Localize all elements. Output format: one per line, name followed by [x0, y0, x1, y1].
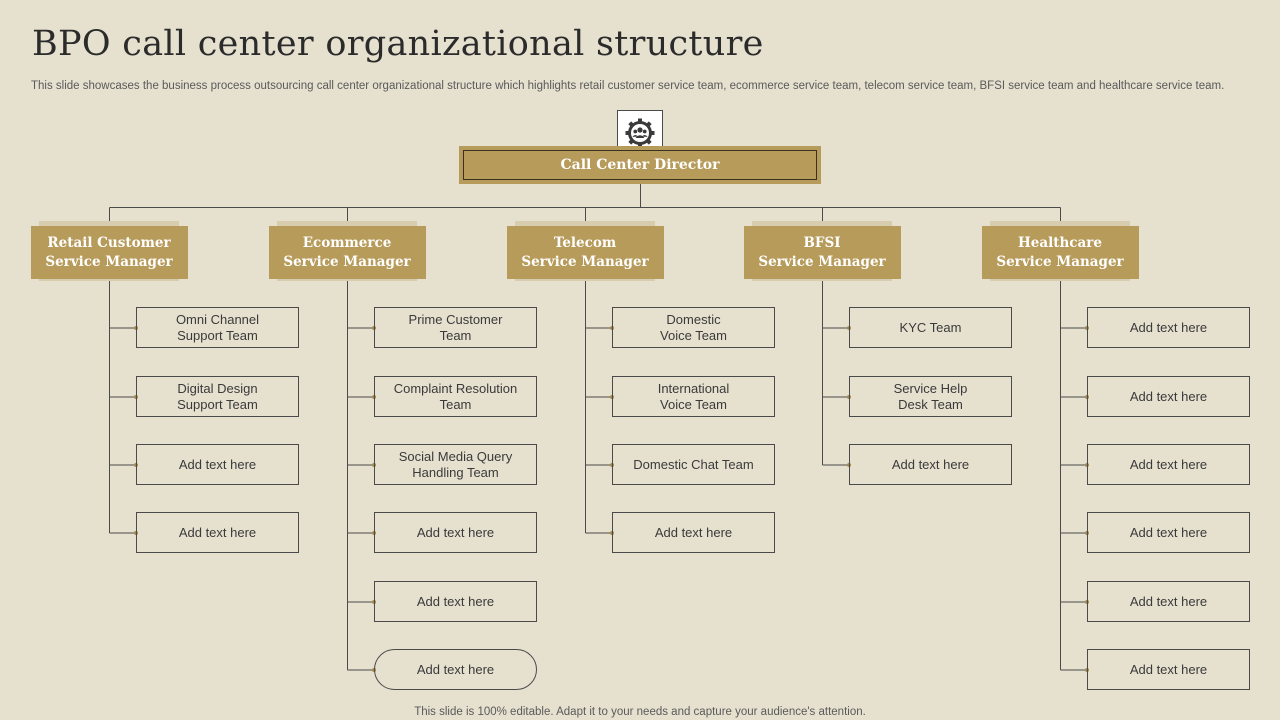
manager-box: Healthcare Service Manager — [982, 226, 1139, 279]
page-title: BPO call center organizational structure — [32, 24, 764, 64]
footer-note: This slide is 100% editable. Adapt it to your needs and capture your audience's attention. — [414, 706, 866, 718]
team-label: Add text here — [178, 524, 257, 540]
team-box — [612, 512, 775, 553]
team-box — [136, 512, 299, 553]
team-label: Add text here — [1129, 593, 1208, 609]
team-box — [1087, 307, 1250, 348]
team-label: Domestic Chat Team — [633, 456, 754, 472]
team-label: Social Media Query Handling Team — [398, 448, 513, 480]
manager-box: Telecom Service Manager — [507, 226, 664, 279]
people-gear-icon — [625, 118, 655, 148]
team-box — [136, 307, 299, 348]
team-label: Add text here — [1129, 388, 1208, 404]
page-subtitle: This slide showcases the business process outsourcing call center organizational structure which highlights retail customer service team, ecommerce service team, telecom service team, BFSI service team and healthcare service team. — [31, 80, 1225, 92]
team-box — [1087, 581, 1250, 622]
call-center-director-box — [459, 146, 821, 184]
team-box — [1087, 444, 1250, 485]
team-box — [1087, 512, 1250, 553]
director-label: Call Center Director — [463, 150, 817, 180]
team-label: Add text here — [178, 456, 257, 472]
team-label: Add text here — [416, 661, 495, 677]
team-label: Add text here — [654, 524, 733, 540]
team-box — [1087, 376, 1250, 417]
team-box — [612, 444, 775, 485]
team-label: Omni Channel Support Team — [175, 311, 260, 343]
team-box — [849, 307, 1012, 348]
team-box — [374, 581, 537, 622]
team-box — [374, 307, 537, 348]
team-label: Add text here — [1129, 319, 1208, 335]
team-box — [374, 649, 537, 690]
team-box — [136, 376, 299, 417]
team-label: Service Help Desk Team — [893, 380, 968, 412]
team-label: International Voice Team — [657, 380, 730, 412]
team-box — [612, 307, 775, 348]
team-label: Add text here — [1129, 456, 1208, 472]
team-label: Prime Customer Team — [408, 311, 503, 343]
team-box — [849, 444, 1012, 485]
team-label: Add text here — [416, 524, 495, 540]
team-box — [1087, 649, 1250, 690]
team-label: Add text here — [416, 593, 495, 609]
manager-box: BFSI Service Manager — [744, 226, 901, 279]
team-box — [374, 512, 537, 553]
team-label: Digital Design Support Team — [177, 380, 258, 412]
team-box — [849, 376, 1012, 417]
manager-box: Retail Customer Service Manager — [31, 226, 188, 279]
team-box — [374, 376, 537, 417]
team-box — [612, 376, 775, 417]
team-label: Complaint Resolution Team — [393, 380, 518, 412]
team-box — [374, 444, 537, 485]
team-box — [136, 444, 299, 485]
team-label: KYC Team — [899, 319, 962, 335]
team-label: Domestic Voice Team — [660, 311, 727, 343]
team-label: Add text here — [1129, 661, 1208, 677]
team-label: Add text here — [1129, 524, 1208, 540]
manager-box: Ecommerce Service Manager — [269, 226, 426, 279]
team-label: Add text here — [891, 456, 970, 472]
